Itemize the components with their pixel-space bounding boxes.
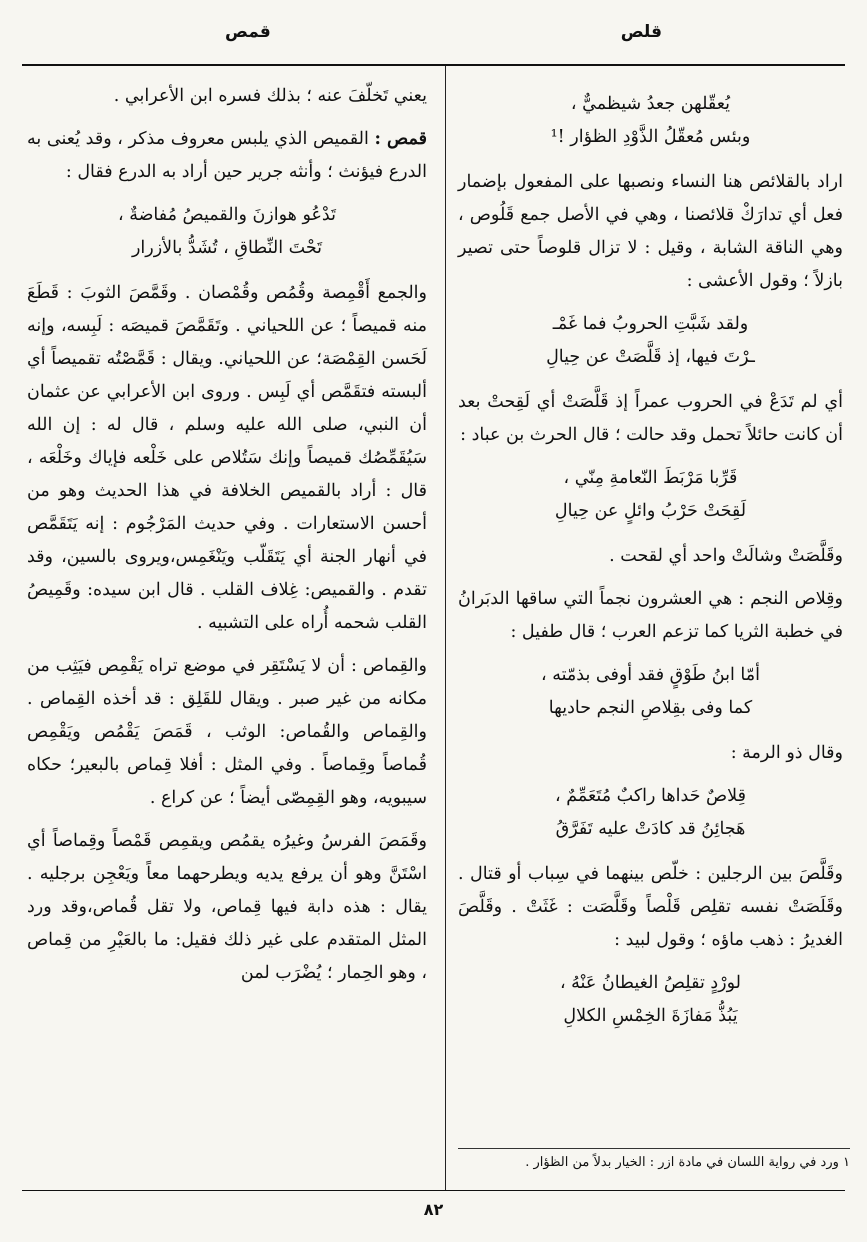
- verse: [458, 780, 843, 846]
- verse-line: ـرْتَ فيها، إذ قَلَّصَتْ عن حِيالِ: [546, 347, 755, 367]
- left-column: [27, 80, 427, 1000]
- verse-line: أمّا ابنُ طَوْقٍ فقد أوفى بذمّته ،: [541, 665, 760, 685]
- top-rule: [22, 64, 845, 66]
- verse: [458, 462, 843, 528]
- paragraph: يعني تَخلّفَ عنه ؛ بذلك فسره ابن الأعرابي .: [113, 86, 427, 106]
- footnote: ١ ورد في رواية اللسان في مادة ازر : الخيار بدلاً من الظؤار .: [458, 1148, 850, 1173]
- verse-line: تَدْعُو هوازنَ والقميصُ مُفاضةٌ ،: [117, 205, 336, 225]
- verse-line: تَحْتَ النِّطاقِ ، تُشَدُّ بالأزرار: [131, 238, 323, 258]
- verse-line: يَبُذُّ مَفازَةَ الخِمْسِ الكلالِ: [563, 1006, 738, 1026]
- paragraph: وقَلَّصَ بين الرجلين : خلّص بينهما في سِباب أو قتال . وقَلَصَتْ نفسه تقلِص قَلْصاً وقَلَّصَت : غَثَتْ . وقَلَّصَ الغديرُ : ذهب ماؤه ؛ وقول لبيد :: [458, 864, 843, 950]
- verse-line: لَقِحَتْ حَرْبُ وائلٍ عن حِيالِ: [554, 501, 747, 521]
- verse: [458, 967, 843, 1033]
- paragraph: وقَلَّصَتْ وشالَتْ واحد أي لقحت .: [609, 546, 843, 566]
- entry-text: القميص الذي يلبس معروف مذكر ، وقد يُعنى به الدرع فيؤنث ؛ وأنثه جرير حين أراد به الدرع فقال :: [27, 129, 427, 182]
- verse-line: وبئس مُعقّلُ الذَّوْدِ الظؤار !¹: [550, 127, 751, 147]
- paragraph: والجمع أَقْمِصة وقُمُص وقُمْصان . وقَمَّصَ الثوبَ : قَطَعَ منه قميصاً ؛ عن اللحياني . وتَقَمَّصَ قميصَه : لَبِسه، وإنه لَحَسن القِمْصَة؛ عن اللحياني. ويقال : قَمَّصْتُه تقميصاً أي ألبسته فتقَمَّص أي لَبِس . وروى ابن الأعرابي عن عثمان أن النبي، صلى الله عليه وسلم ، قال له : إن الله سَيُقَمِّصُك قميصاً وإنك سَتُلاص على خَلْعه فإياك وخَلْعَه ، قال : أراد بالقميص الخلافة في هذا الحديث وهو من أحسن الاستعارات . وفي حديث المَرْجُوم : إنه يَتَقَمَّص في أنهار الجنة أي يَتَقَلّب ويَنْغَمِس،ويروى بالسين، وقد تقدم . والقميص: غِلاف القلب . قال ابن سيده: وقَمِيصُ القلب شحمه أُراه على التشبيه .: [27, 283, 427, 633]
- page-header: [0, 22, 867, 58]
- verse: [458, 88, 843, 154]
- paragraph: اراد بالقلائص هنا النساء ونصبها على المفعول بإضمار فعل أي تدارَكْ قلائصنا ، وهي في الأصل جمع قَلُوص ، وهي الناقة الشابة ، وقيل : لا تزال قلوصاً حتى تصير بازلاً ؛ وقول الأعشى :: [458, 172, 843, 291]
- verse: [27, 199, 427, 265]
- verse-line: قِلاصٌ حَداها راكبٌ مُتَعَمِّمٌ ،: [555, 786, 746, 806]
- bottom-rule: [22, 1190, 845, 1191]
- entry-paragraph: [27, 123, 427, 189]
- verse-line: يُعقّلهن جعدُ شيظميٌّ ،: [570, 94, 731, 114]
- paragraph: أي لم تَدَعْ في الحروب عمراً إذ قَلَّصَتْ أي لَقِحتْ بعد أن كانت حائلاً تحمل وقد حالت ؛ قال الحرث بن عباد :: [458, 392, 843, 445]
- verse-line: لورْدٍ تقلِصُ الغيطانُ عَنْهُ ،: [559, 973, 742, 993]
- paragraph: وقال ذو الرمة :: [730, 743, 843, 763]
- verse-line: هَجائِنُ قد كادَتْ عليه تَفَرَّقُ: [555, 819, 746, 839]
- entry-headword: قمص :: [374, 129, 427, 149]
- verse: [458, 659, 843, 725]
- paragraph: والقِماص : أن لا يَسْتَقِر في موضع تراه يَقْمِص فيَثِب من مكانه من غير صبر . ويقال للقَلِق : قد أخذه القِماص . والقِماص والقُماص: الوثب ، قَمَصَ يَقْمُص ويَقْمِص قُماصاً وقِماصاً . وفي المثل : أفلا قِماص بالبعير؛ حكاه سيبويه، وهو القِمِصّى أيضاً ؛ عن كراع .: [27, 656, 427, 808]
- left-header-word: قمص: [225, 22, 271, 42]
- verse: [458, 308, 843, 374]
- verse-line: ولقد شَبَّتِ الحروبُ فما غَمْـ: [552, 314, 749, 334]
- paragraph: وقَمَصَ الفرسُ وغيرُه يقمُص ويقمِص قَمْصاً وقِماصاً أي اسْتَنَّ وهو أن يرفع يديه ويطرحهما معاً ويَعْجِن برجليه . يقال : هذه دابة فيها قِماص، ولا تقل قُماص،وقد ورد المثل المتقدم على غير ذلك فقيل: ما بالعَيْرِ من قِماص ، وهو الحِمار ؛ يُضْرَب لمن: [27, 831, 427, 983]
- right-column: [458, 80, 843, 1045]
- column-divider: [445, 66, 446, 1190]
- verse-line: قَرِّبا مَرْبَطَ النّعامةِ مِنّي ،: [563, 468, 738, 488]
- verse-line: كما وفى بقِلاصِ النجم حاديها: [548, 698, 753, 718]
- right-header-word: قلص: [620, 22, 662, 42]
- page-number: ٨٢: [423, 1200, 444, 1219]
- paragraph: وقِلاص النجم : هي العشرون نجماً التي ساقها الدبَرانُ في خطبة الثريا كما تزعم العرب ؛ قال طفيل :: [458, 589, 843, 642]
